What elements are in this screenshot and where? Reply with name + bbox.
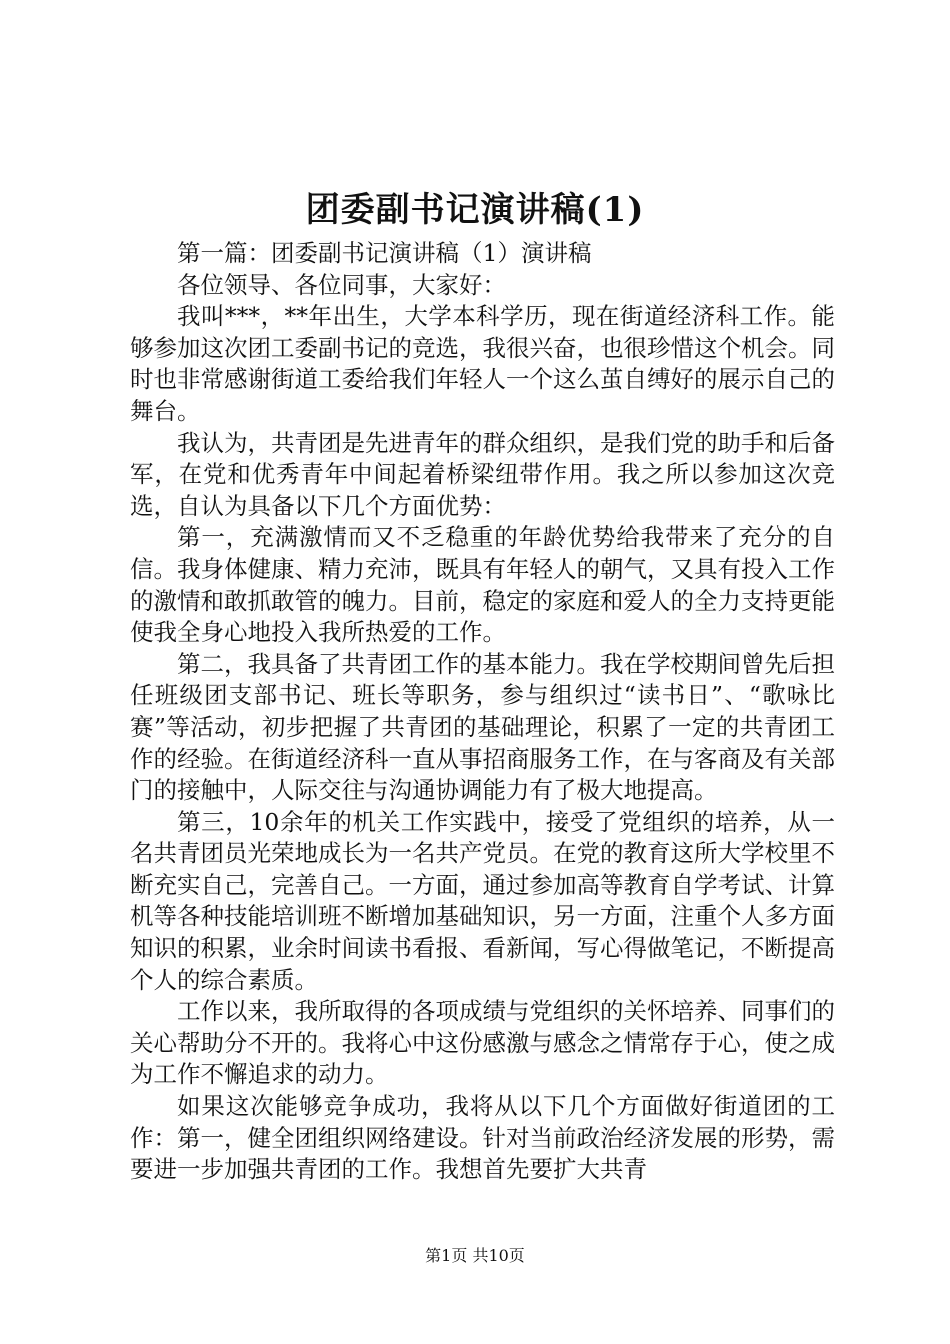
paragraph: 我认为，共青团是先进青年的群众组织，是我们党的助手和后备军，在党和优秀青年中间起着桥梁纽带作用。我之所以参加这次竞选，自认为具备以下几个方面优势： — [130, 428, 835, 520]
paragraph: 第二，我具备了共青团工作的基本能力。我在学校期间曾先后担任班级团支部书记、班长等职务，参与组织过“读书日”、“歌咏比赛”等活动，初步把握了共青团的基础理论，积累了一定的共青团工作的经验。在街道经济科一直从事招商服务工作，在与客商及有关部门的接触中，人际交往与沟通协调能力有了极大地提高。 — [130, 649, 835, 805]
page-footer: 第1页 共10页 — [425, 1246, 525, 1265]
paragraph: 第三，10余年的机关工作实践中，接受了党组织的培养，从一名共青团员光荣地成长为一名共产党员。在党的教育这所大学校里不断充实自己，完善自己。一方面，通过参加高等教育自学考试、计算机等各种技能培训班不断增加基础知识，另一方面，注重个人多方面知识的积累，业余时间读书看报、看新闻，写心得做笔记，不断提高个人的综合素质。 — [130, 807, 835, 994]
paragraph-greeting: 各位领导、各位同事，大家好： — [177, 270, 506, 299]
paragraph: 第一，充满激情而又不乏稳重的年龄优势给我带来了充分的自信。我身体健康、精力充沛，既具有年轻人的朝气，又具有投入工作的激情和敢抓敢管的魄力。目前，稳定的家庭和爱人的全力支持更能使我全身心地投入我所热爱的工作。 — [130, 523, 835, 647]
document-title: 团委副书记演讲稿(1) — [305, 190, 645, 230]
document-body — [130, 238, 835, 1186]
paragraph-section-heading: 第一篇：团委副书记演讲稿（1）演讲稿 — [177, 239, 592, 267]
paragraph: 工作以来，我所取得的各项成绩与党组织的关怀培养、同事们的关心帮助分不开的。我将心中这份感激与感念之情常存于心，使之成为工作不懈追求的动力。 — [130, 997, 835, 1089]
paragraph: 我叫***，**年出生，大学本科学历，现在街道经济科工作。能够参加这次团工委副书记的竞选，我很兴奋，也很珍惜这个机会。同时也非常感谢街道工委给我们年轻人一个这么茧自缚好的展示自己的舞台。 — [130, 302, 835, 425]
paragraph: 如果这次能够竞争成功，我将从以下几个方面做好街道团的工作：第一，健全团组织网络建设。针对当前政治经济发展的形势，需要进一步加强共青团的工作。我想首先要扩大共青 — [130, 1092, 835, 1184]
